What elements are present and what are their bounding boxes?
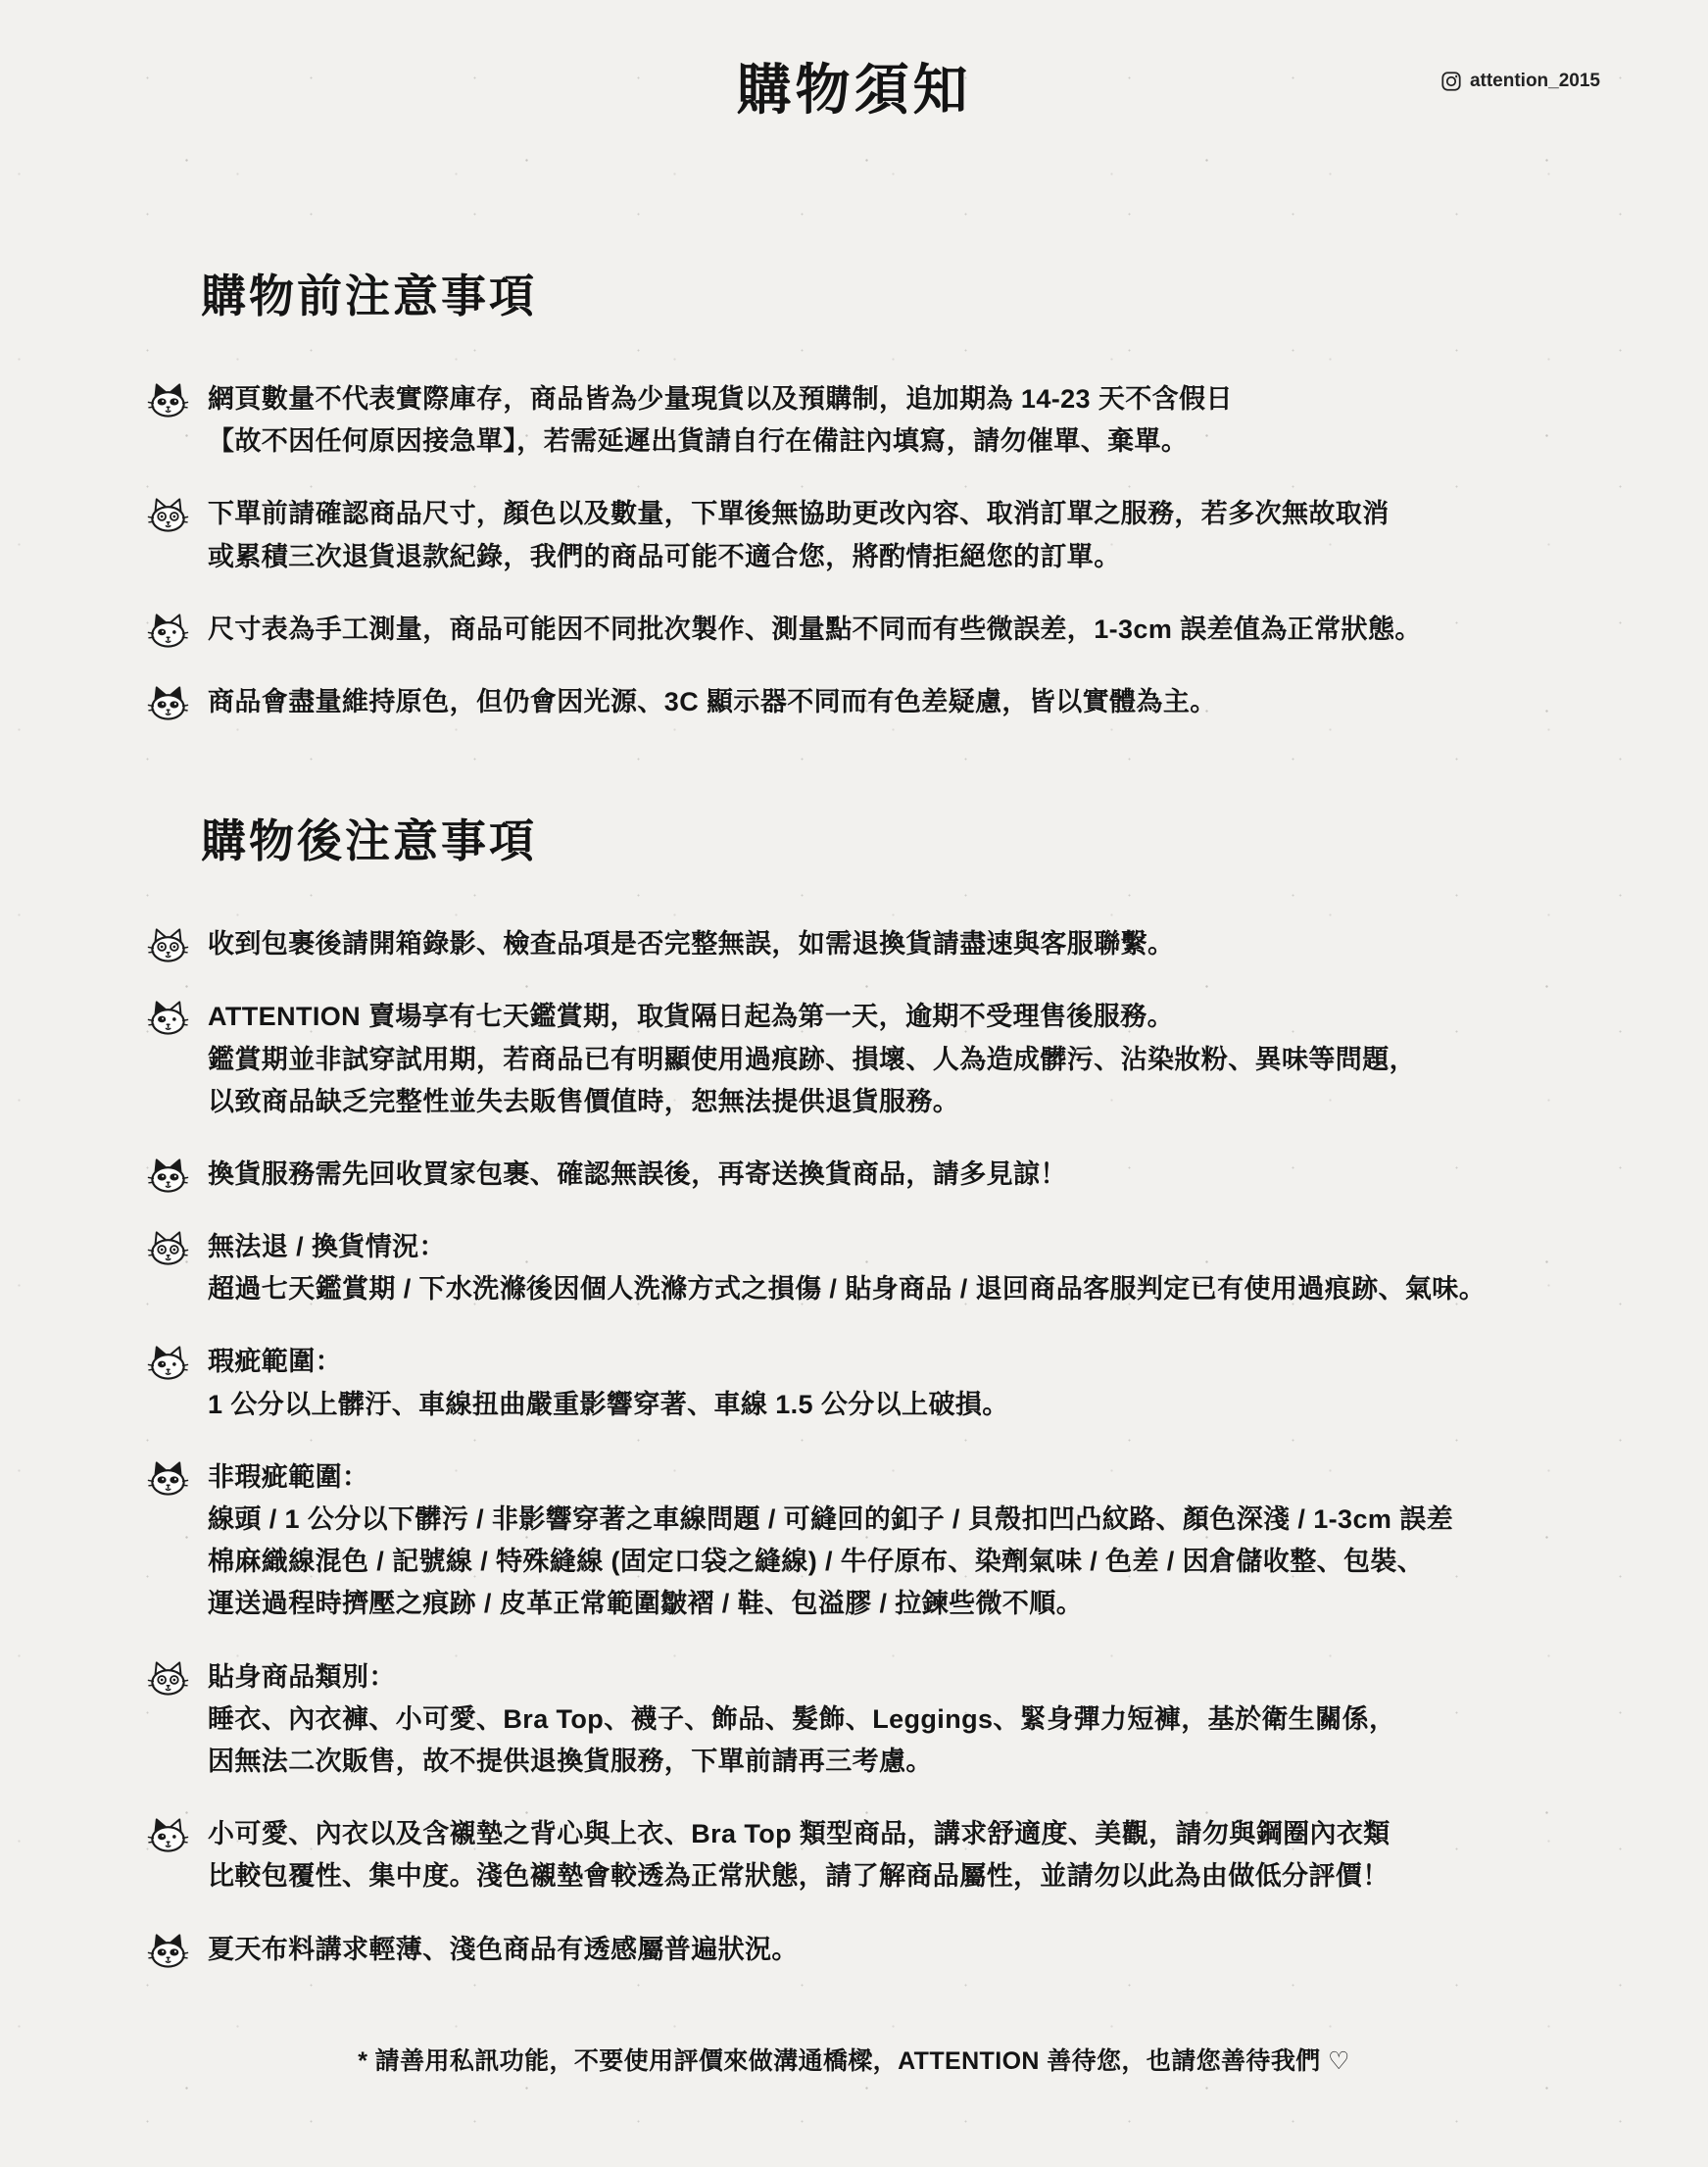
cat-face-icon	[145, 378, 191, 419]
notice-line: 比較包覆性、集中度。淺色襯墊會較透為正常狀態，請了解商品屬性，並請勿以此為由做低分評價！	[208, 1861, 1390, 1892]
notice-line: 非瑕疵範圍：	[208, 1461, 369, 1492]
notice-line: 收到包裹後請開箱錄影、檢查品項是否完整無誤，如需退換貨請盡速與客服聯繫。	[208, 929, 1175, 960]
header	[0, 0, 1708, 125]
notice-line: 線頭 / 1 公分以下髒污 / 非影響穿著之車線問題 / 可縫回的釦子 / 貝殼扣凹凸紋路、顏色深淺 / 1-3cm 誤差	[208, 1504, 1453, 1534]
notice-line: 尺寸表為手工測量，商品可能因不同批次製作、測量點不同而有些微誤差，1-3cm 誤差值為正常狀態。	[208, 614, 1422, 644]
notice-line: 下單前請確認商品尺寸，顏色以及數量，下單後無協助更改內容、取消訂單之服務，若多次無故取消	[208, 499, 1390, 529]
cat-face-icon	[145, 1929, 191, 1970]
cat-face-icon	[145, 1341, 191, 1382]
section-after-purchase	[145, 806, 1592, 1971]
notice-line: 瑕疵範圍：	[208, 1347, 342, 1377]
notice-line: 睡衣、內衣褲、小可愛、Bra Top、襪子、飾品、髮飾、Leggings、緊身彈力短褲，基於衛生關係，	[208, 1703, 1396, 1734]
notice-line: 貼身商品類別：	[208, 1661, 396, 1692]
cat-face-icon	[145, 609, 191, 650]
notice-line: 無法退 / 換貨情況：	[208, 1232, 446, 1262]
section-heading: 購物前注意事項	[201, 271, 537, 321]
notice-item	[145, 1813, 1592, 1897]
notice-line: 商品會盡量維持原色，但仍會因光源、3C 顯示器不同而有色差疑慮，皆以實體為主。	[208, 686, 1217, 716]
notice-item	[145, 1456, 1592, 1626]
cat-face-icon	[145, 1226, 191, 1267]
notice-item	[145, 609, 1592, 651]
cat-face-icon	[145, 1813, 191, 1854]
section-before-purchase	[145, 261, 1592, 723]
footer-note: * 請善用私訊功能，不要使用評價來做溝通橋樑，ATTENTION 善待您，也請您善待我們 ♡	[358, 2046, 1350, 2075]
notice-item	[145, 681, 1592, 723]
notice-item	[145, 1341, 1592, 1425]
notice-line: 換貨服務需先回收買家包裹、確認無誤後，再寄送換貨商品，請多見諒！	[208, 1158, 1067, 1189]
cat-face-icon	[145, 493, 191, 534]
page-title: 購物須知	[736, 59, 972, 121]
section-heading: 購物後注意事項	[201, 815, 537, 867]
notice-line: 【故不因任何原因接急單】，若需延遲出貨請自行在備註內填寫，請勿催單、棄單。	[208, 426, 1189, 457]
cat-face-icon	[145, 1154, 191, 1195]
instagram-icon	[1440, 71, 1462, 92]
cat-face-icon	[145, 996, 191, 1037]
notice-line: ATTENTION 賣場享有七天鑑賞期，取貨隔日起為第一天，逾期不受理售後服務。	[208, 1002, 1174, 1032]
notice-line: 小可愛、內衣以及含襯墊之背心與上衣、Bra Top 類型商品，講求舒適度、美觀，請勿與鋼圈內衣類	[208, 1819, 1391, 1849]
notice-item	[145, 923, 1592, 965]
notice-line: 鑑賞期並非試穿試用期，若商品已有明顯使用過痕跡、損壞、人為造成髒污、沾染妝粉、異味等問題，	[208, 1044, 1416, 1074]
notice-line: 網頁數量不代表實際庫存，商品皆為少量現貨以及預購制，追加期為 14-23 天不含假日	[208, 384, 1233, 414]
notice-item	[145, 1929, 1592, 1971]
notice-item	[145, 1226, 1592, 1310]
notice-line: 超過七天鑑賞期 / 下水洗滌後因個人洗滌方式之損傷 / 貼身商品 / 退回商品客服判定已有使用過痕跡、氣味。	[208, 1274, 1487, 1305]
notice-line: 棉麻織線混色 / 記號線 / 特殊縫線 (固定口袋之縫線) / 牛仔原布、染劑氣味 / 色差 / 因倉儲收整、包裝、	[208, 1547, 1425, 1577]
notice-line: 1 公分以上髒汙、車線扭曲嚴重影響穿著、車線 1.5 公分以上破損。	[208, 1389, 1009, 1419]
notice-line: 夏天布料講求輕薄、淺色商品有透感屬普遍狀況。	[208, 1934, 799, 1964]
notice-line: 或累積三次退貨退款紀錄，我們的商品可能不適合您，將酌情拒絕您的訂單。	[208, 541, 1121, 571]
notice-line: 運送過程時擠壓之痕跡 / 皮革正常範圍皺褶 / 鞋、包溢膠 / 拉鍊些微不順。	[208, 1589, 1084, 1619]
notice-item	[145, 1154, 1592, 1196]
cat-face-icon	[145, 1656, 191, 1698]
notice-item	[145, 493, 1592, 577]
cat-face-icon	[145, 923, 191, 964]
notice-content	[0, 261, 1708, 1971]
notice-item	[145, 996, 1592, 1123]
notice-line: 以致商品缺乏完整性並失去販售價值時，恕無法提供退貨服務。	[208, 1086, 960, 1116]
notice-item	[145, 378, 1592, 463]
notice-item	[145, 1656, 1592, 1784]
cat-face-icon	[145, 1456, 191, 1498]
cat-face-icon	[145, 681, 191, 722]
instagram-handle	[1440, 71, 1600, 92]
notice-line: 因無法二次販售，故不提供退換貨服務，下單前請再三考慮。	[208, 1746, 933, 1776]
instagram-handle-text: attention_2015	[1469, 71, 1600, 91]
